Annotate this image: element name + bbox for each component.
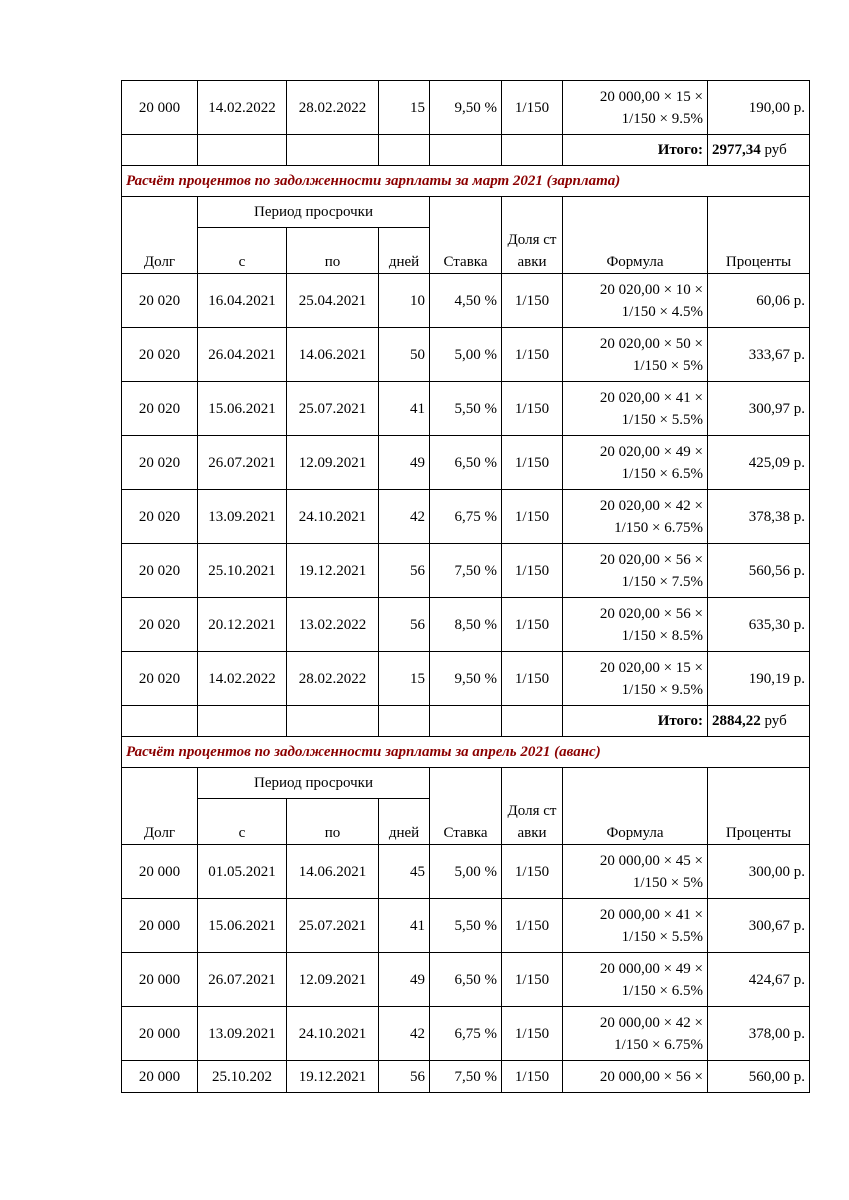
header-days: дней	[379, 228, 430, 274]
header-days: дней	[379, 799, 430, 845]
days-cell: 50	[379, 328, 430, 382]
table-row	[122, 490, 810, 544]
rate-cell: 9,50 %	[430, 652, 502, 706]
period-to-cell: 14.06.2021	[287, 328, 379, 382]
table-row	[122, 1007, 810, 1061]
table-row	[122, 544, 810, 598]
formula-cell: 20 000,00 × 49 × 1/150 × 6.5%	[563, 953, 708, 1007]
rate-cell: 6,75 %	[430, 490, 502, 544]
period-from-cell: 25.10.2021	[198, 544, 287, 598]
interest-cell: 425,09 р.	[708, 436, 810, 490]
debt-cell: 20 020	[122, 382, 198, 436]
interest-cell: 378,38 р.	[708, 490, 810, 544]
rate-share-cell: 1/150	[502, 328, 563, 382]
period-from-cell: 20.12.2021	[198, 598, 287, 652]
header-formula: Формула	[563, 197, 708, 274]
header-rate-share: Доля ставки	[502, 197, 563, 274]
debt-cell: 20 000	[122, 845, 198, 899]
period-from-cell: 26.07.2021	[198, 436, 287, 490]
header-row	[122, 768, 810, 799]
table-row	[122, 81, 810, 135]
interest-calculation-table	[121, 80, 810, 1093]
header-interest: Проценты	[708, 768, 810, 845]
days-cell: 45	[379, 845, 430, 899]
rate-cell: 5,50 %	[430, 382, 502, 436]
period-from-cell: 15.06.2021	[198, 382, 287, 436]
period-to-cell: 25.07.2021	[287, 899, 379, 953]
days-cell: 15	[379, 81, 430, 135]
total-label: Итого:	[563, 706, 708, 737]
period-from-cell: 25.10.202	[198, 1061, 287, 1093]
days-cell: 49	[379, 436, 430, 490]
days-cell: 41	[379, 899, 430, 953]
rate-cell: 6,75 %	[430, 1007, 502, 1061]
formula-cell: 20 020,00 × 15 × 1/150 × 9.5%	[563, 652, 708, 706]
days-cell: 15	[379, 652, 430, 706]
header-rate: Ставка	[430, 197, 502, 274]
interest-cell: 300,67 р.	[708, 899, 810, 953]
rate-cell: 7,50 %	[430, 1061, 502, 1093]
header-debt: Долг	[122, 197, 198, 274]
formula-cell: 20 000,00 × 45 × 1/150 × 5%	[563, 845, 708, 899]
header-period: Период просрочки	[198, 768, 430, 799]
header-debt: Долг	[122, 768, 198, 845]
rate-share-cell: 1/150	[502, 953, 563, 1007]
period-from-cell: 01.05.2021	[198, 845, 287, 899]
header-to: по	[287, 228, 379, 274]
table-row	[122, 382, 810, 436]
rate-share-cell: 1/150	[502, 1007, 563, 1061]
rate-cell: 6,50 %	[430, 436, 502, 490]
header-interest: Проценты	[708, 197, 810, 274]
rate-cell: 7,50 %	[430, 544, 502, 598]
header-from: с	[198, 228, 287, 274]
interest-cell: 424,67 р.	[708, 953, 810, 1007]
rate-share-cell: 1/150	[502, 544, 563, 598]
period-to-cell: 28.02.2022	[287, 81, 379, 135]
period-from-cell: 14.02.2022	[198, 652, 287, 706]
formula-cell: 20 000,00 × 15 × 1/150 × 9.5%	[563, 81, 708, 135]
header-formula: Формула	[563, 768, 708, 845]
rate-cell: 5,00 %	[430, 328, 502, 382]
formula-cell: 20 020,00 × 56 × 1/150 × 7.5%	[563, 544, 708, 598]
days-cell: 56	[379, 544, 430, 598]
days-cell: 49	[379, 953, 430, 1007]
total-row	[122, 706, 810, 737]
table-row	[122, 274, 810, 328]
table-row	[122, 598, 810, 652]
rate-share-cell: 1/150	[502, 1061, 563, 1093]
days-cell: 41	[379, 382, 430, 436]
interest-cell: 560,56 р.	[708, 544, 810, 598]
debt-cell: 20 020	[122, 652, 198, 706]
period-to-cell: 25.07.2021	[287, 382, 379, 436]
rate-share-cell: 1/150	[502, 899, 563, 953]
formula-cell: 20 000,00 × 42 × 1/150 × 6.75%	[563, 1007, 708, 1061]
period-to-cell: 19.12.2021	[287, 1061, 379, 1093]
period-from-cell: 13.09.2021	[198, 1007, 287, 1061]
period-to-cell: 14.06.2021	[287, 845, 379, 899]
period-from-cell: 15.06.2021	[198, 899, 287, 953]
debt-cell: 20 000	[122, 899, 198, 953]
debt-cell: 20 020	[122, 544, 198, 598]
debt-cell: 20 020	[122, 274, 198, 328]
rate-share-cell: 1/150	[502, 845, 563, 899]
section-title-row	[122, 166, 810, 197]
header-rate: Ставка	[430, 768, 502, 845]
debt-cell: 20 000	[122, 1007, 198, 1061]
rate-share-cell: 1/150	[502, 490, 563, 544]
interest-cell: 560,00 р.	[708, 1061, 810, 1093]
debt-cell: 20 020	[122, 490, 198, 544]
period-from-cell: 14.02.2022	[198, 81, 287, 135]
rate-cell: 5,00 %	[430, 845, 502, 899]
period-from-cell: 13.09.2021	[198, 490, 287, 544]
period-from-cell: 16.04.2021	[198, 274, 287, 328]
total-label: Итого:	[563, 135, 708, 166]
table-row	[122, 652, 810, 706]
period-to-cell: 12.09.2021	[287, 436, 379, 490]
debt-cell: 20 020	[122, 598, 198, 652]
interest-cell: 300,00 р.	[708, 845, 810, 899]
period-from-cell: 26.04.2021	[198, 328, 287, 382]
rate-share-cell: 1/150	[502, 598, 563, 652]
section-title-row	[122, 737, 810, 768]
days-cell: 42	[379, 1007, 430, 1061]
interest-cell: 378,00 р.	[708, 1007, 810, 1061]
rate-share-cell: 1/150	[502, 436, 563, 490]
rate-share-cell: 1/150	[502, 382, 563, 436]
days-cell: 56	[379, 1061, 430, 1093]
formula-cell: 20 020,00 × 56 × 1/150 × 8.5%	[563, 598, 708, 652]
days-cell: 42	[379, 490, 430, 544]
period-to-cell: 24.10.2021	[287, 1007, 379, 1061]
period-to-cell: 24.10.2021	[287, 490, 379, 544]
debt-cell: 20 000	[122, 1061, 198, 1093]
rate-cell: 5,50 %	[430, 899, 502, 953]
rate-cell: 8,50 %	[430, 598, 502, 652]
interest-cell: 190,00 р.	[708, 81, 810, 135]
header-rate-share: Доля ставки	[502, 768, 563, 845]
period-to-cell: 12.09.2021	[287, 953, 379, 1007]
interest-cell: 60,06 р.	[708, 274, 810, 328]
interest-cell: 333,67 р.	[708, 328, 810, 382]
section-title: Расчёт процентов по задолженности зарплаты за март 2021 (зарплата)	[122, 166, 810, 197]
section-title: Расчёт процентов по задолженности зарплаты за апрель 2021 (аванс)	[122, 737, 810, 768]
rate-share-cell: 1/150	[502, 274, 563, 328]
rate-cell: 4,50 %	[430, 274, 502, 328]
rate-cell: 6,50 %	[430, 953, 502, 1007]
period-to-cell: 25.04.2021	[287, 274, 379, 328]
debt-cell: 20 020	[122, 436, 198, 490]
total-row	[122, 135, 810, 166]
formula-cell: 20 020,00 × 10 × 1/150 × 4.5%	[563, 274, 708, 328]
formula-cell: 20 020,00 × 41 × 1/150 × 5.5%	[563, 382, 708, 436]
formula-cell: 20 020,00 × 49 × 1/150 × 6.5%	[563, 436, 708, 490]
table-row	[122, 1061, 810, 1093]
total-sum: 2884,22 руб	[708, 706, 810, 737]
interest-cell: 190,19 р.	[708, 652, 810, 706]
debt-cell: 20 020	[122, 328, 198, 382]
rate-share-cell: 1/150	[502, 81, 563, 135]
period-to-cell: 13.02.2022	[287, 598, 379, 652]
table-row	[122, 899, 810, 953]
header-row	[122, 197, 810, 228]
period-from-cell: 26.07.2021	[198, 953, 287, 1007]
debt-cell: 20 000	[122, 953, 198, 1007]
table-row	[122, 328, 810, 382]
formula-cell: 20 000,00 × 56 ×	[563, 1061, 708, 1093]
formula-cell: 20 020,00 × 42 × 1/150 × 6.75%	[563, 490, 708, 544]
debt-cell: 20 000	[122, 81, 198, 135]
rate-cell: 9,50 %	[430, 81, 502, 135]
rate-share-cell: 1/150	[502, 652, 563, 706]
table-row	[122, 845, 810, 899]
interest-cell: 635,30 р.	[708, 598, 810, 652]
days-cell: 10	[379, 274, 430, 328]
table-row	[122, 953, 810, 1007]
period-to-cell: 19.12.2021	[287, 544, 379, 598]
header-to: по	[287, 799, 379, 845]
formula-cell: 20 000,00 × 41 × 1/150 × 5.5%	[563, 899, 708, 953]
header-from: с	[198, 799, 287, 845]
period-to-cell: 28.02.2022	[287, 652, 379, 706]
formula-cell: 20 020,00 × 50 × 1/150 × 5%	[563, 328, 708, 382]
total-sum: 2977,34 руб	[708, 135, 810, 166]
days-cell: 56	[379, 598, 430, 652]
table-row	[122, 436, 810, 490]
interest-cell: 300,97 р.	[708, 382, 810, 436]
header-period: Период просрочки	[198, 197, 430, 228]
